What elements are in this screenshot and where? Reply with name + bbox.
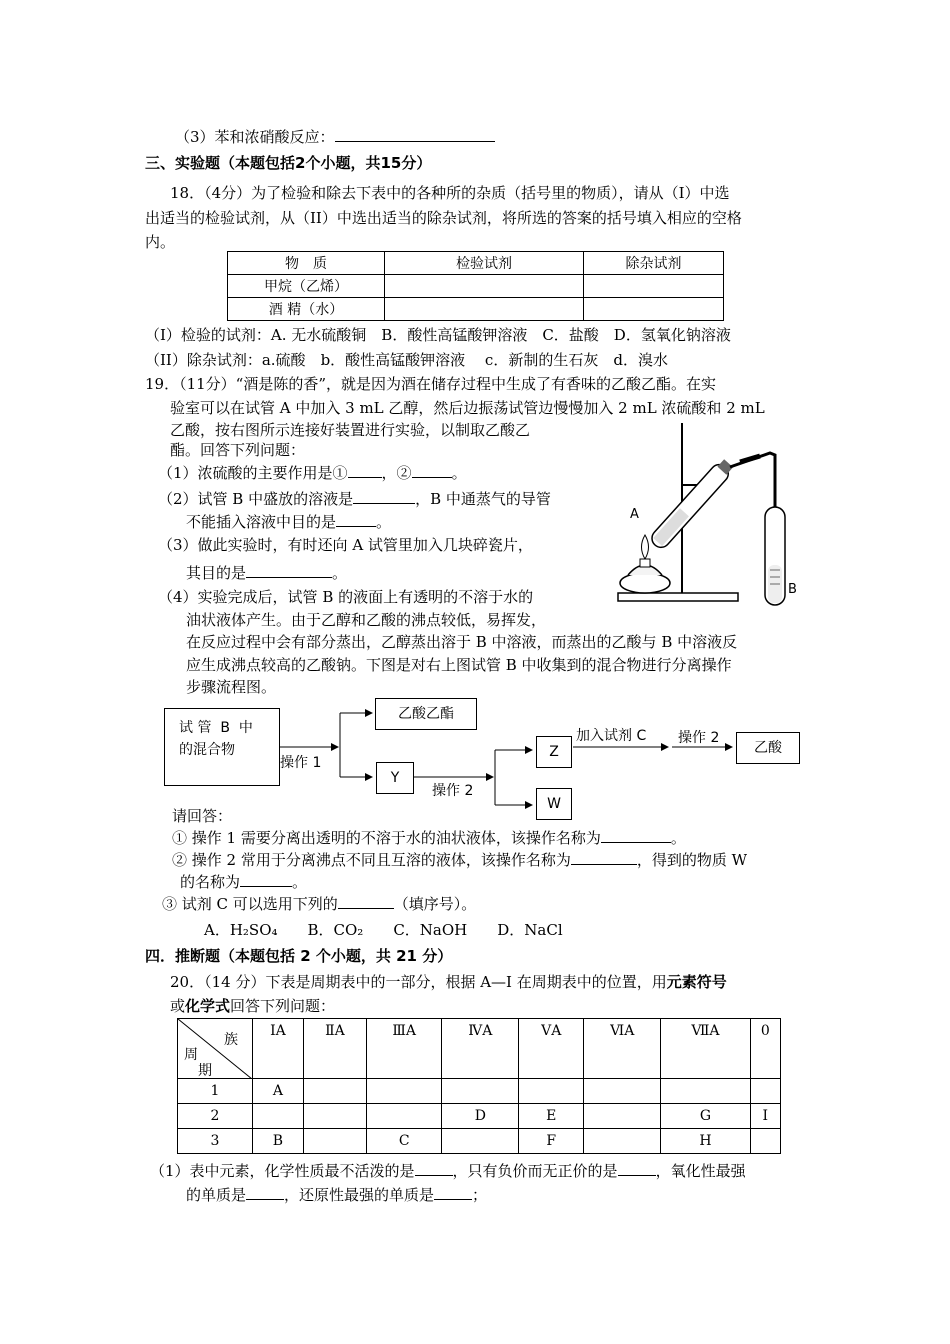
element-cell: [367, 1104, 442, 1129]
element-cell: [519, 1079, 584, 1104]
flow-acid-box: 乙酸: [736, 732, 800, 764]
answer-blank[interactable]: [434, 1185, 472, 1200]
element-cell: [303, 1079, 366, 1104]
answer-cell[interactable]: [584, 275, 724, 298]
flow-op1: 操作 1: [280, 755, 322, 771]
q19-line3: 乙酸，按右图所示连接好装置进行实验，以制取乙酸乙: [170, 421, 531, 439]
q18-options-1: （I）检验的试剂：A. 无水硫酸铜 B．酸性高锰酸钾溶液 C．盐酸 D．氢氧化钠溶液: [145, 326, 731, 344]
answer-cell[interactable]: [584, 298, 724, 321]
group-header: 0: [750, 1019, 780, 1079]
apparatus-illustration: [600, 415, 810, 610]
element-cell: D: [442, 1104, 519, 1129]
element-cell: [303, 1129, 366, 1154]
flow-y-box: Y: [376, 762, 414, 794]
q19-part4-line4: 应生成沸点较高的乙酸钠。下图是对右上图试管 B 中收集到的混合物进行分离操作: [186, 656, 732, 674]
q18-line3: 内。: [145, 233, 176, 251]
group-header: ⅦA: [661, 1019, 750, 1079]
periodic-table: [177, 1018, 781, 1154]
flow-op2a: 操作 2: [432, 783, 474, 799]
group-header: ⅠA: [253, 1019, 304, 1079]
q18-line2: 出适当的检验试剂，从（II）中选出适当的除杂试剂，将所选的答案的括号填入相应的空格: [145, 209, 742, 227]
q19-part2: （2）试管 B 中盛放的溶液是 ，B 中通蒸气的导管: [158, 490, 551, 508]
answer-blank[interactable]: [415, 1161, 453, 1176]
flow-op2b: 操作 2: [678, 730, 720, 746]
answer-blank[interactable]: [571, 850, 637, 865]
q19-part1: （1）浓硫酸的主要作用是① ，② 。: [158, 464, 467, 482]
q19-part4-line5: 步骤流程图。: [186, 678, 277, 696]
element-cell: [367, 1079, 442, 1104]
answer-blank[interactable]: [336, 512, 376, 527]
table-header: 除杂试剂: [584, 252, 724, 275]
q19-line2: 验室可以在试管 A 中加入 3 mL 乙醇，然后边振荡试管边慢慢加入 2 mL 浓硫酸和 2 mL: [170, 399, 765, 417]
flow-w-box: W: [536, 788, 572, 820]
element-cell: [750, 1129, 780, 1154]
label-b: B: [788, 582, 797, 597]
element-cell: C: [367, 1129, 442, 1154]
answer-blank[interactable]: [338, 894, 394, 909]
q19-part4-line1: （4）实验完成后，试管 B 的液面上有透明的不溶于水的: [158, 588, 534, 606]
q18-options-2: （II）除杂试剂：a.硫酸 b．酸性高锰酸钾溶液 c．新制的生石灰 d．溴水: [145, 351, 668, 369]
q19-part2-cont: 不能插入溶液中目的是 。: [186, 513, 392, 531]
flow-reagent: 加入试剂 C: [576, 728, 647, 744]
answer-blank[interactable]: [240, 872, 292, 887]
section-title: 三、实验题（本题包括2个小题，共15分）: [145, 154, 432, 172]
group-header: ⅣA: [442, 1019, 519, 1079]
q20-line2: 或化学式回答下列问题：: [170, 997, 336, 1015]
section-title: 四．推断题（本题包括 2 个小题，共 21 分）: [145, 947, 453, 965]
table-row: [178, 1129, 781, 1154]
element-cell: F: [519, 1129, 584, 1154]
flow-start-box: 试 管 B 中 的混合物: [164, 708, 280, 786]
element-cell: H: [661, 1129, 750, 1154]
flow-z-box: Z: [536, 736, 572, 768]
table-header: 物 质: [228, 252, 385, 275]
q19-part4-line2: 油状液体产生。由于乙醇和乙酸的沸点较低，易挥发，: [186, 611, 547, 629]
element-cell: [584, 1129, 661, 1154]
q18-table: [227, 251, 724, 321]
table-row: [178, 1104, 781, 1129]
answer-blank[interactable]: [601, 828, 671, 843]
label-a: A: [630, 507, 639, 522]
table-row: [178, 1079, 781, 1104]
flow-ester-box: 乙酸乙酯: [375, 698, 477, 730]
q19-line4: 酯。回答下列问题：: [170, 441, 306, 459]
q19-choices: A．H₂SO₄ B．CO₂ C．NaOH D．NaCl: [204, 921, 563, 939]
q20-part1-cont: 的单质是 ，还原性最强的单质是 ；: [186, 1186, 488, 1204]
element-cell: G: [661, 1104, 750, 1129]
element-cell: E: [519, 1104, 584, 1129]
answer-blank[interactable]: [353, 489, 415, 504]
table-corner: 族 周 期: [178, 1019, 253, 1079]
q19-part4-line3: 在反应过程中会有部分蒸出，乙醇蒸出溶于 B 中溶液，而蒸出的乙酸与 B 中溶液反: [186, 633, 738, 651]
answer-blank[interactable]: [246, 1185, 284, 1200]
q19-sub1: ① 操作 1 需要分离出透明的不溶于水的油状液体，该操作名称为 。: [172, 829, 686, 847]
q20-part1: （1）表中元素，化学性质最不活泼的是 ，只有负价而无正价的是 ，氧化性最强: [150, 1162, 746, 1180]
element-cell: [584, 1104, 661, 1129]
q17-part3: （3）苯和浓硝酸反应：: [175, 127, 495, 147]
element-cell: [303, 1104, 366, 1129]
period-number: 3: [178, 1129, 253, 1154]
period-number: 2: [178, 1104, 253, 1129]
answer-cell[interactable]: [385, 298, 584, 321]
q20-line1: 20．（14 分）下表是周期表中的一部分，根据 A—I 在周期表中的位置，用元素符号: [170, 973, 727, 991]
q19-part3-cont: 其目的是 。: [186, 564, 348, 582]
answer-blank[interactable]: [618, 1161, 656, 1176]
q19-sub2-cont: 的名称为 。: [180, 873, 308, 891]
element-cell: [750, 1079, 780, 1104]
q19-line1: 19．（11分）“酒是陈的香”，就是因为酒在储存过程中生成了有香味的乙酸乙酯。在实: [145, 375, 717, 393]
group-header: ⅢA: [367, 1019, 442, 1079]
table-header: 检验试剂: [385, 252, 584, 275]
element-cell: [661, 1079, 750, 1104]
q19-part3: （3）做此实验时，有时还向 A 试管里加入几块碎瓷片，: [158, 536, 533, 554]
answer-blank[interactable]: [412, 463, 452, 478]
group-header: ⅥA: [584, 1019, 661, 1079]
element-cell: [253, 1104, 304, 1129]
element-cell: B: [253, 1129, 304, 1154]
answer-blank[interactable]: [246, 563, 332, 578]
element-cell: A: [253, 1079, 304, 1104]
element-cell: [442, 1129, 519, 1154]
q18-line1: 18．（4分）为了检验和除去下表中的各种所的杂质（括号里的物质），请从（I）中选: [170, 184, 730, 202]
q19-sub3: ③ 试剂 C 可以选用下列的 （填序号）。: [162, 895, 477, 913]
element-cell: I: [750, 1104, 780, 1129]
group-header: ⅤA: [519, 1019, 584, 1079]
q19-sub2: ② 操作 2 常用于分离沸点不同且互溶的液体，该操作名称为 ，得到的物质 W: [172, 851, 748, 869]
element-cell: [584, 1079, 661, 1104]
period-number: 1: [178, 1079, 253, 1104]
answer-blank[interactable]: [335, 127, 495, 142]
element-cell: [442, 1079, 519, 1104]
table-cell: 甲烷（乙烯）: [228, 275, 385, 298]
answer-cell[interactable]: [385, 275, 584, 298]
table-cell: 酒 精（水）: [228, 298, 385, 321]
answer-blank[interactable]: [348, 463, 382, 478]
group-header: ⅡA: [303, 1019, 366, 1079]
q19-ask: 请回答：: [172, 807, 233, 825]
